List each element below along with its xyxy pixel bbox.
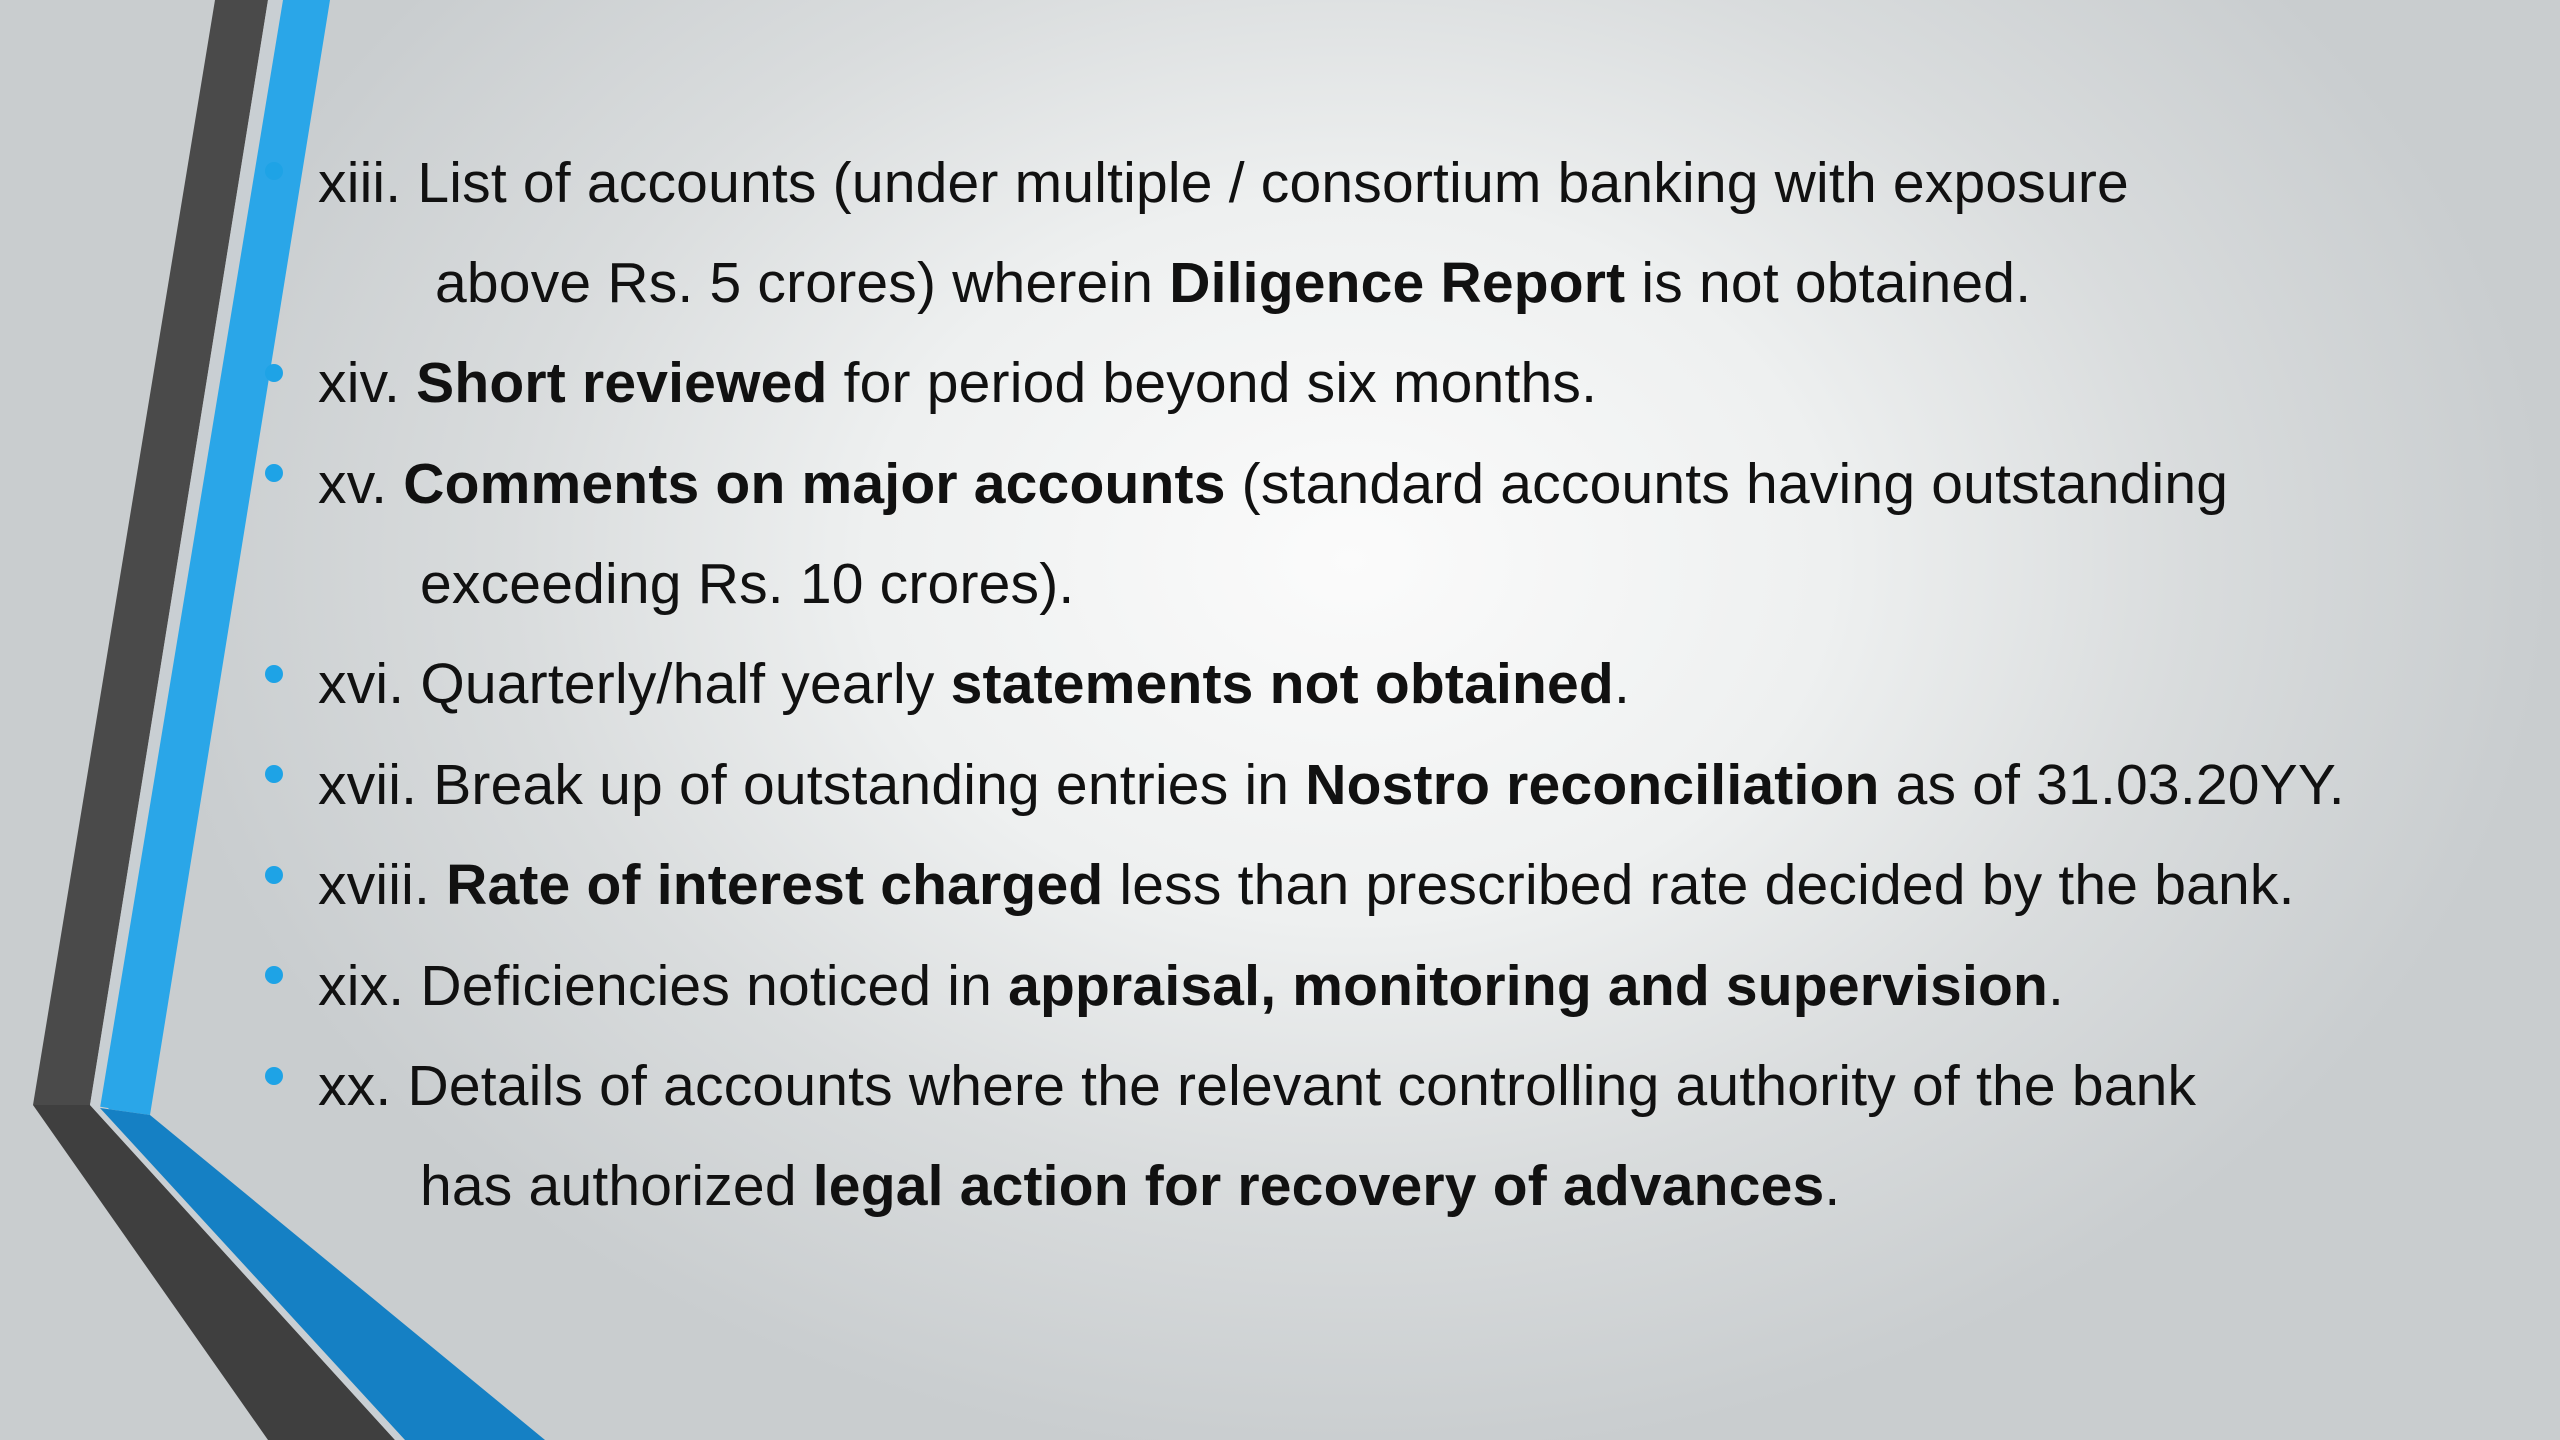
bullet-dot <box>265 966 283 984</box>
light-stripe-vertical <box>90 0 283 1108</box>
item-text-line: xx. Details of accounts where the relevant controlling authority of the bank <box>318 1054 2197 1118</box>
bullet-dot <box>265 464 283 482</box>
bullet-dot <box>265 866 283 884</box>
bullet-dot <box>265 364 283 382</box>
item-text-line: xviii. Rate of interest charged less than prescribed rate decided by the bank. <box>318 853 2295 917</box>
bullet-dot <box>265 665 283 683</box>
item-text-line: xiii. List of accounts (under multiple / consortium banking with exposure <box>318 151 2129 215</box>
item-text-line-continued: has authorized legal action for recovery of advances. <box>420 1154 1841 1218</box>
bullet-dot <box>265 162 283 180</box>
item-text-line-continued: above Rs. 5 crores) wherein Diligence Report is not obtained. <box>435 251 2032 315</box>
item-text-line: xvii. Break up of outstanding entries in Nostro reconciliation as of 31.03.20YY. <box>318 753 2345 817</box>
item-text-line: xix. Deficiencies noticed in appraisal, monitoring and supervision. <box>318 954 2065 1018</box>
bullet-dot <box>265 765 283 783</box>
item-text-line: xvi. Quarterly/half yearly statements not obtained. <box>318 652 1630 716</box>
item-text-line: xv. Comments on major accounts (standard accounts having outstanding <box>318 452 2229 516</box>
bullet-dot <box>265 1067 283 1085</box>
item-text-line-continued: exceeding Rs. 10 crores). <box>420 552 1075 616</box>
item-text-line: xiv. Short reviewed for period beyond six months. <box>318 351 1598 415</box>
